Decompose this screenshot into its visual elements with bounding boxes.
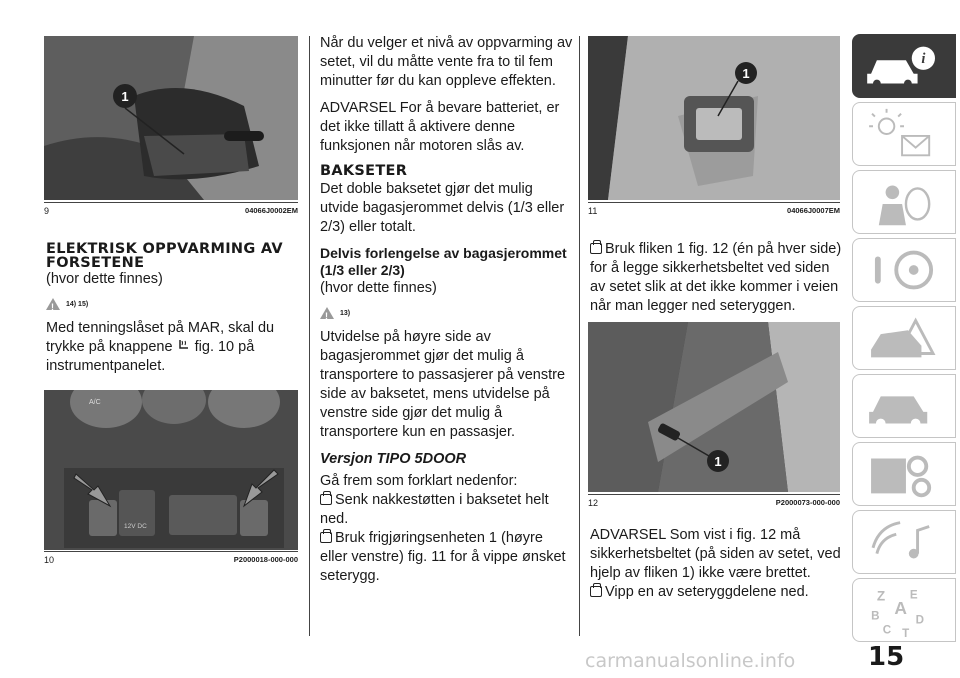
figure-11-release-image: [588, 36, 840, 200]
fig11-callout: 1: [742, 66, 750, 81]
column-2: [320, 34, 574, 586]
section-heading-front-seat-heating: ELEKTRISK OPPVARMING AV FORSETENE: [46, 241, 283, 271]
warning-icon: [46, 298, 60, 310]
step-icon: [320, 532, 332, 543]
figure-code: P2000018-000-000: [233, 555, 298, 564]
figure-12-belt-tab-image: [588, 322, 840, 492]
figure-number: 10: [44, 555, 55, 565]
svg-text:Z: Z: [876, 588, 886, 604]
tab-index[interactable]: [852, 578, 956, 642]
figure-11-caption: [588, 202, 840, 217]
paragraph: Når du velger et nivå av oppvarming av setet, vil du måtte vente fra to til fem minutter før du kan oppleve effekten.: [320, 35, 573, 89]
fig9-callout: 1: [121, 89, 129, 104]
step-icon: [590, 243, 602, 254]
figure-12-caption: [588, 494, 840, 509]
ac-label: A/C: [89, 399, 101, 406]
figure-code: P2000073-000-000: [775, 498, 840, 507]
page-number: 15: [868, 642, 905, 672]
breakdown-icon: [853, 307, 955, 369]
svg-text:i: i: [921, 51, 926, 68]
step-icon: [590, 586, 602, 597]
paragraph: Det doble baksetet gjør det mulig utvide bagasjerommet delvis (1/3 eller 2/3) eller totalt.: [320, 181, 565, 235]
warning-reference: [46, 295, 300, 313]
column-divider: [579, 36, 580, 636]
release-lever-illustration: [588, 36, 840, 200]
step-icon: [320, 494, 332, 505]
dashboard-illustration: [44, 390, 298, 550]
multimedia-icon: [853, 511, 955, 573]
fig12-callout: 1: [714, 454, 722, 469]
steering-wheel-icon: [853, 239, 955, 301]
safety-airbag-icon: [853, 171, 955, 233]
svg-text:D: D: [915, 613, 925, 627]
warning-icon: [320, 307, 334, 319]
watermark: carmanualsonline.info: [585, 650, 796, 672]
step-text: Bruk frigjøringsenheten 1 (høyre eller venstre) fig. 11 for å vippe ønsket seterygg.: [320, 530, 566, 584]
car-info-icon: [853, 35, 955, 97]
figure-10-caption: [44, 551, 298, 566]
figure-9-seat-image: [44, 36, 298, 200]
tab-emergency[interactable]: [852, 306, 956, 370]
tab-technical-data[interactable]: [852, 442, 956, 506]
paragraph-warning: ADVARSEL Som vist i fig. 12 må sikkerhetsbeltet (på siden av setet, ved hjelp av fliken 1) ikke være brettet.: [590, 527, 841, 581]
availability-note: (hvor dette finnes): [46, 271, 163, 287]
seat-heater-icon: [177, 339, 191, 351]
12v-label: 12V DC: [124, 523, 147, 530]
paragraph: Gå frem som forklart nedenfor:: [320, 473, 518, 489]
column-1: [46, 242, 300, 384]
step-item: [590, 583, 842, 602]
paragraph: Utvidelse på høyre side av bagasjerommet gjør det mulig å transportere to passasjerer på venstre side av baksetet, mens utvidelse på venstre side gjør det mulig å transportere kun en passasjer.: [320, 329, 566, 440]
step-item: [590, 240, 842, 316]
step-text: Bruk fliken 1 fig. 12 (én på hver side) for å legge sikkerhetsbeltet ved siden av setet slik at det ikke kommer i veien når man legger ned seteryggen.: [590, 241, 842, 314]
tab-car-info[interactable]: [852, 34, 956, 98]
column-divider: [309, 36, 310, 636]
section-heading-rear-seats: BAKSETER: [320, 163, 408, 179]
warning-refs: 13): [340, 309, 351, 317]
technical-data-icon: [853, 443, 955, 505]
body-text-b: fig. 10 på instrumentpanelet.: [46, 339, 255, 374]
paragraph-warning: ADVARSEL For å bevare batteriet, er det ikke tillatt å aktivere denne funksjonen når motoren slås av.: [320, 100, 560, 154]
step-item: [320, 491, 574, 529]
car-service-icon: [853, 375, 955, 437]
tab-multimedia[interactable]: [852, 510, 956, 574]
figure-number: 12: [588, 498, 599, 508]
body-text-a: Med tenningslåset på MAR, skal du trykke på knappene: [46, 320, 275, 355]
step-text: Vipp en av seteryggdelene ned.: [605, 584, 809, 600]
tab-maintenance[interactable]: [852, 374, 956, 438]
tab-starting-driving[interactable]: [852, 238, 956, 302]
svg-text:A: A: [894, 597, 907, 618]
svg-text:E: E: [909, 588, 918, 602]
warning-refs: 14) 15): [66, 300, 89, 308]
figure-10-dashboard-image: [44, 390, 298, 550]
column-3-top: [590, 240, 842, 316]
column-3-bottom: [590, 526, 842, 602]
step-text: Senk nakkestøtten i baksetet helt ned.: [320, 492, 549, 527]
availability-note: (hvor dette finnes): [320, 280, 437, 296]
svg-text:C: C: [882, 623, 892, 637]
index-icon: [853, 579, 955, 641]
dashboard-lights-icon: [853, 103, 955, 165]
figure-code: 04066J0007EM: [787, 206, 840, 215]
svg-text:T: T: [902, 627, 910, 641]
figure-code: 04066J0002EM: [245, 206, 298, 215]
step-item: [320, 529, 574, 586]
tab-dashboard-lights[interactable]: [852, 102, 956, 166]
warning-reference: [320, 304, 574, 322]
version-heading: Versjon TIPO 5DOOR: [320, 451, 467, 467]
figure-number: 9: [44, 206, 50, 216]
belt-tab-illustration: [588, 322, 840, 492]
seat-illustration: [44, 36, 298, 200]
paragraph: [46, 319, 300, 376]
subheading: Delvis forlengelse av bagasjerommet (1/3 eller 2/3): [320, 245, 567, 278]
figure-number: 11: [588, 206, 598, 216]
tab-safety[interactable]: [852, 170, 956, 234]
svg-text:B: B: [871, 609, 880, 623]
figure-9-caption: [44, 202, 298, 217]
